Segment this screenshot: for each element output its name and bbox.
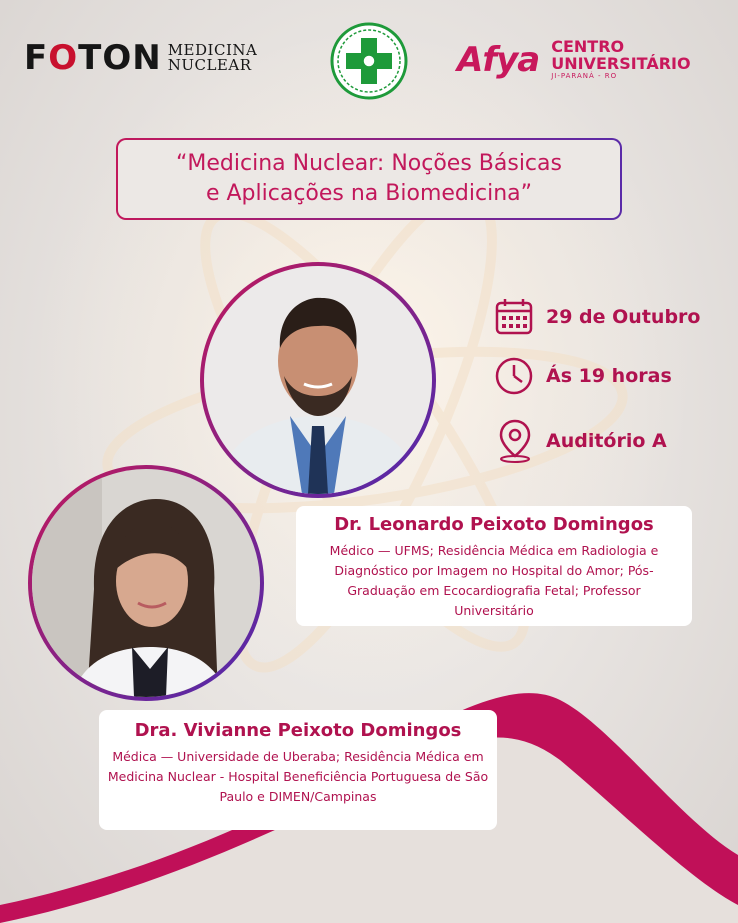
speaker-1-name: Dr. Leonardo Peixoto Domingos: [334, 514, 654, 535]
speaker-2-photo-frame: [28, 465, 264, 701]
caduceus-emblem-icon: [328, 20, 410, 102]
event-location-label: Auditório A: [546, 430, 667, 452]
foton-subtitle: MEDICINA NUCLEAR: [167, 41, 258, 74]
speaker-1-photo: [204, 266, 432, 494]
speaker-2-card: [99, 710, 497, 830]
afya-subtitle: CENTRO UNIVERSITÁRIO JI-PARANÁ - RO: [551, 37, 691, 80]
calendar-icon: [494, 297, 534, 337]
afya-logo: [457, 38, 691, 81]
event-title-box: [116, 138, 622, 220]
speaker-2-name: Dra. Vivianne Peixoto Domingos: [134, 720, 462, 741]
speaker-1-photo-frame: [200, 262, 436, 498]
clock-icon: [494, 356, 534, 396]
location-pin-icon: [496, 418, 534, 464]
event-date: [494, 297, 700, 337]
event-time-label: Ás 19 horas: [546, 365, 672, 387]
speaker-1-description: Médico — UFMS; Residência Médica em Radiologia e Diagnóstico por Imagem no Hospital do Amor; Pós-Graduação em Ecocardiografia Fetal; Professor Universitário: [329, 543, 659, 618]
speaker-2-photo: [32, 469, 260, 697]
event-location: [496, 418, 667, 464]
afya-wordmark: Afya: [457, 39, 540, 80]
speaker-1-card: [296, 506, 692, 626]
foton-wordmark: FOTON: [24, 38, 162, 78]
event-date-label: 29 de Outubro: [546, 306, 701, 328]
speaker-2-description: Médica — Universidade de Uberaba; Residência Médica em Medicina Nuclear - Hospital Beneficiência Portuguesa de São Paulo e DIMEN/Campinas: [107, 749, 489, 804]
event-time: [494, 356, 672, 396]
foton-logo: [24, 38, 257, 78]
event-title: “Medicina Nuclear: Noções Básicas e Aplicações na Biomedicina”: [176, 151, 562, 206]
